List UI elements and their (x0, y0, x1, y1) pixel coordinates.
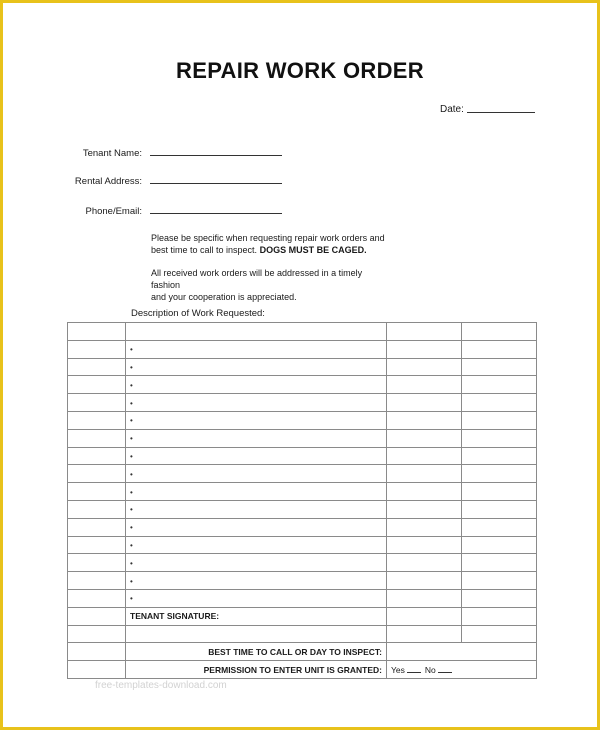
description-label: Description of Work Requested: (131, 308, 265, 319)
table-row (68, 340, 537, 358)
row-number-cell[interactable] (68, 572, 126, 590)
row-number-cell[interactable] (68, 447, 126, 465)
extra-cell[interactable] (387, 572, 462, 590)
description-cell[interactable] (126, 554, 387, 572)
row-number-cell[interactable] (68, 358, 126, 376)
table-row (68, 500, 537, 518)
work-request-table (67, 322, 537, 679)
extra-cell[interactable] (387, 429, 462, 447)
extra-cell[interactable] (462, 500, 537, 518)
work-request-table-body (68, 323, 537, 679)
extra-cell[interactable] (387, 323, 462, 341)
extra-cell[interactable] (387, 394, 462, 412)
cooperation-line-2: and your cooperation is appreciated. (151, 292, 297, 302)
row-number-cell[interactable] (68, 340, 126, 358)
bullet-icon: • (130, 434, 133, 444)
description-cell[interactable] (126, 518, 387, 536)
date-label: Date: (440, 104, 464, 115)
extra-cell[interactable] (387, 536, 462, 554)
description-cell[interactable] (126, 411, 387, 429)
description-cell[interactable] (126, 358, 387, 376)
extra-cell[interactable] (462, 589, 537, 607)
blank-cell[interactable] (126, 625, 387, 643)
no-label: No (424, 664, 436, 675)
row-number-cell[interactable] (68, 500, 126, 518)
description-cell[interactable] (126, 376, 387, 394)
signature-row (68, 607, 537, 625)
table-row (68, 572, 537, 590)
row-number-cell[interactable] (68, 465, 126, 483)
instructions-line-1: Please be specific when requesting repair work orders and (151, 233, 385, 243)
extra-cell[interactable] (462, 376, 537, 394)
extra-cell[interactable] (462, 323, 537, 341)
extra-cell[interactable] (462, 394, 537, 412)
row-number-cell[interactable] (68, 518, 126, 536)
best-time-answer-cell[interactable] (387, 643, 537, 661)
yes-no-cell[interactable] (387, 661, 537, 679)
extra-cell[interactable] (462, 536, 537, 554)
extra-cell[interactable] (387, 358, 462, 376)
extra-cell[interactable] (387, 447, 462, 465)
instructions-line-2-text: best time to call to inspect. (151, 245, 258, 255)
yes-blank[interactable] (407, 672, 421, 673)
description-cell[interactable] (126, 429, 387, 447)
extra-cell[interactable] (462, 465, 537, 483)
phone-email-field[interactable] (60, 206, 282, 217)
description-cell[interactable] (126, 394, 387, 412)
extra-cell[interactable] (387, 340, 462, 358)
table-row (68, 394, 537, 412)
description-cell[interactable] (126, 340, 387, 358)
row-number-cell[interactable] (68, 376, 126, 394)
extra-cell[interactable] (387, 483, 462, 501)
best-time-row (68, 643, 537, 661)
cooperation-note (151, 267, 391, 303)
bullet-icon: • (130, 487, 133, 497)
extra-cell[interactable] (387, 465, 462, 483)
row-number-cell (68, 661, 126, 679)
tenant-name-label: Tenant Name: (82, 148, 142, 159)
phone-email-label: Phone/Email: (85, 206, 142, 217)
description-cell[interactable] (126, 447, 387, 465)
row-number-cell[interactable] (68, 554, 126, 572)
bullet-icon: • (130, 576, 133, 586)
tenant-name-field[interactable] (60, 148, 282, 159)
extra-cell[interactable] (462, 518, 537, 536)
table-row (68, 447, 537, 465)
extra-cell[interactable] (462, 447, 537, 465)
table-row (68, 323, 537, 341)
bullet-icon: • (130, 451, 133, 461)
rental-address-label: Rental Address: (74, 176, 142, 187)
extra-cell[interactable] (462, 554, 537, 572)
table-row (68, 554, 537, 572)
table-row (68, 518, 537, 536)
table-row (68, 411, 537, 429)
tenant-name-line[interactable] (150, 155, 282, 156)
extra-cell[interactable] (387, 376, 462, 394)
extra-cell[interactable] (387, 554, 462, 572)
description-cell[interactable] (126, 483, 387, 501)
row-number-cell[interactable] (68, 483, 126, 501)
extra-cell[interactable] (387, 589, 462, 607)
extra-cell[interactable] (462, 358, 537, 376)
cooperation-line-1: All received work orders will be addressed in a timely fashion (151, 268, 363, 290)
bullet-icon: • (130, 523, 133, 533)
instructions-line-2 (151, 244, 391, 256)
no-blank[interactable] (438, 672, 452, 673)
dogs-caged-warning: DOGS MUST BE CAGED. (259, 245, 367, 255)
table-row (68, 483, 537, 501)
table-row (68, 589, 537, 607)
tenant-signature-label: TENANT SIGNATURE: (126, 607, 387, 625)
table-row (68, 358, 537, 376)
best-time-label: BEST TIME TO CALL OR DAY TO INSPECT: (126, 643, 387, 661)
extra-cell[interactable] (387, 500, 462, 518)
description-cell[interactable] (126, 572, 387, 590)
table-row (68, 376, 537, 394)
bullet-icon: • (130, 398, 133, 408)
description-cell[interactable] (126, 589, 387, 607)
description-cell[interactable] (126, 500, 387, 518)
watermark: free-templates-download.com (95, 680, 227, 691)
row-number-cell (68, 625, 126, 643)
extra-cell[interactable] (462, 340, 537, 358)
row-number-cell (68, 643, 126, 661)
blank-cell[interactable] (462, 625, 537, 643)
row-number-cell[interactable] (68, 394, 126, 412)
row-number-cell[interactable] (68, 411, 126, 429)
yes-label: Yes (391, 664, 405, 675)
signature-cell[interactable] (387, 607, 462, 625)
bullet-icon: • (130, 558, 133, 568)
row-number-cell[interactable] (68, 536, 126, 554)
row-number-cell (68, 607, 126, 625)
blank-cell[interactable] (387, 625, 462, 643)
extra-cell[interactable] (462, 572, 537, 590)
bullet-icon: • (130, 380, 133, 390)
date-blank-line[interactable] (467, 112, 535, 113)
signature-cell[interactable] (462, 607, 537, 625)
row-number-cell[interactable] (68, 429, 126, 447)
description-cell[interactable] (126, 536, 387, 554)
row-number-cell[interactable] (68, 323, 126, 341)
phone-email-line[interactable] (150, 213, 282, 214)
permission-row (68, 661, 537, 679)
extra-cell[interactable] (462, 411, 537, 429)
permission-label: PERMISSION TO ENTER UNIT IS GRANTED: (126, 661, 387, 679)
rental-address-line[interactable] (150, 183, 282, 184)
table-row (68, 465, 537, 483)
bullet-icon: • (130, 505, 133, 515)
rental-address-field[interactable] (60, 176, 282, 187)
bullet-icon: • (130, 345, 133, 355)
description-cell[interactable] (126, 323, 387, 341)
table-row (68, 429, 537, 447)
instructions-note (151, 232, 391, 256)
extra-cell[interactable] (387, 411, 462, 429)
bullet-icon: • (130, 416, 133, 426)
table-row (68, 536, 537, 554)
extra-cell[interactable] (387, 518, 462, 536)
page-title: REPAIR WORK ORDER (176, 58, 424, 83)
bullet-icon: • (130, 540, 133, 550)
extra-cell[interactable] (462, 429, 537, 447)
table-row (68, 625, 537, 643)
bullet-icon: • (130, 469, 133, 479)
bullet-icon: • (130, 362, 133, 372)
date-field[interactable] (440, 104, 535, 115)
row-number-cell[interactable] (68, 589, 126, 607)
description-cell[interactable] (126, 465, 387, 483)
extra-cell[interactable] (462, 483, 537, 501)
bullet-icon: • (130, 594, 133, 604)
